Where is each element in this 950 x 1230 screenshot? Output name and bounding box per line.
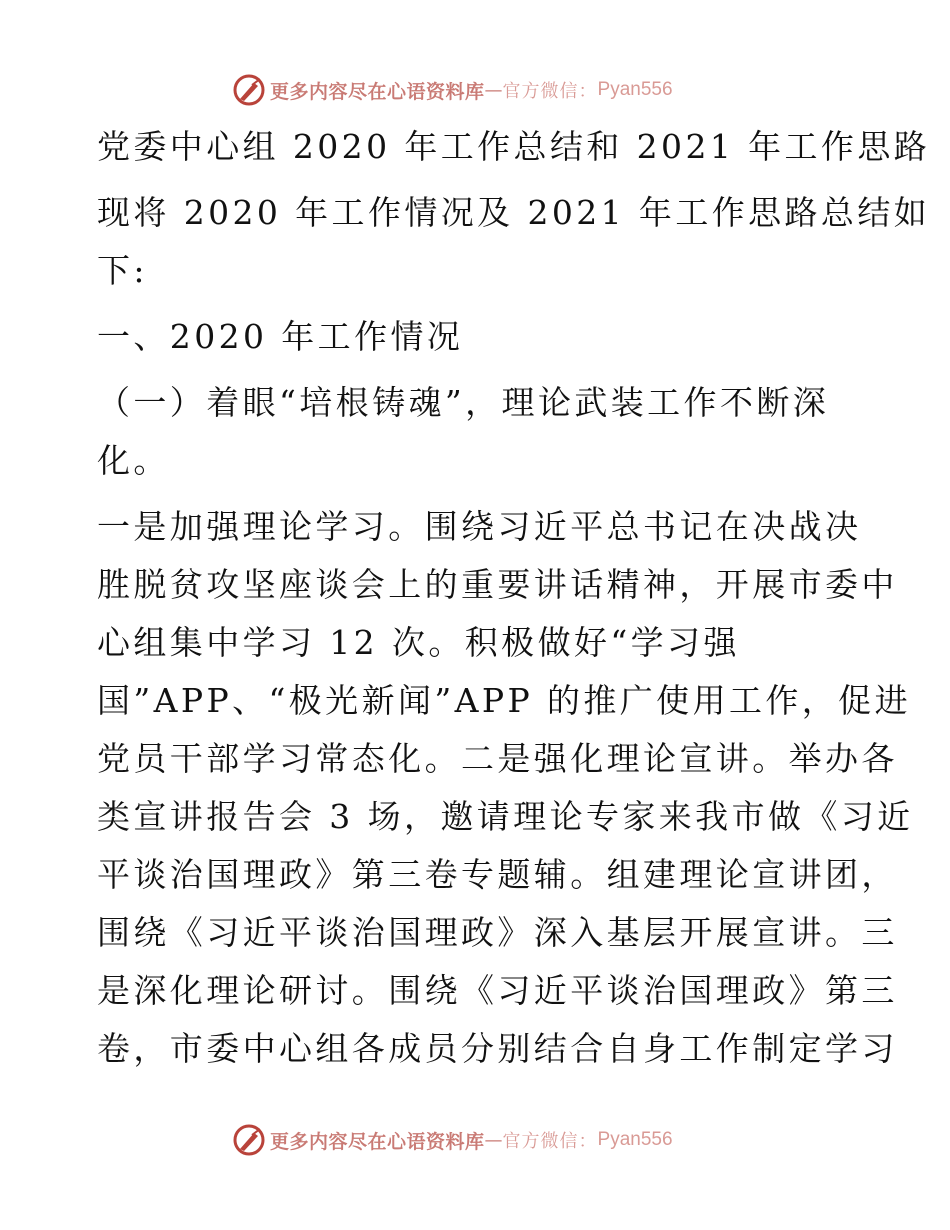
spacer [97,490,867,498]
watermark-official: 官方微信： [502,81,598,102]
watermark-separator: — [484,1129,503,1151]
document-body [97,118,931,1078]
paragraph-line: 一是加强理论学习。围绕习近平总书记在决战决 [97,507,862,546]
paragraph-line: 围绕《习近平谈治国理政》深入基层开展宣讲。三 [97,913,898,952]
watermark-text: 更多内容尽在心语资料库 [270,80,485,103]
spacer [97,366,867,374]
intro-line: 现将 2020 年工作情况及 2021 年工作思路总结如 [97,193,931,232]
watermark-header [232,72,673,108]
pen-logo-icon [232,1123,266,1157]
spacer [97,176,867,184]
paragraph-line: 卷，市委中心组各成员分别结合自身工作制定学习 [97,1029,898,1068]
paragraph-line: 胜脱贫攻坚座谈会上的重要讲话精神，开展市委中 [97,565,898,604]
document-title: 党委中心组 2020 年工作总结和 2021 年工作思路 [97,127,931,166]
watermark-separator: — [484,79,503,101]
watermark-footer [232,1122,673,1158]
watermark-official: 官方微信： [502,1131,598,1152]
spacer [97,300,867,308]
paragraph-line: 平谈治国理政》第三卷专题辅。组建理论宣讲团， [97,855,898,894]
paragraph-line: 国”APP、“极光新闻”APP 的推广使用工作，促进 [97,681,911,720]
subsection-heading: （一）着眼“培根铸魂”，理论武装工作不断深 [97,383,830,422]
paragraph-line: 类宣讲报告会 3 场，邀请理论专家来我市做《习近 [97,797,914,836]
watermark-wechat-id: Pyan556 [597,1129,673,1150]
pen-logo-icon [232,73,266,107]
paragraph-line: 党员干部学习常态化。二是强化理论宣讲。举办各 [97,739,898,778]
watermark-text: 更多内容尽在心语资料库 [270,1130,485,1153]
paragraph-line: 心组集中学习 12 次。积极做好“学习强 [97,623,740,662]
intro-line: 下: [97,251,148,290]
paragraph-line: 是深化理论研讨。围绕《习近平谈治国理政》第三 [97,971,898,1010]
subsection-heading: 化。 [97,441,170,480]
section-heading: 一、2020 年工作情况 [97,317,464,356]
watermark-wechat-id: Pyan556 [597,79,673,100]
